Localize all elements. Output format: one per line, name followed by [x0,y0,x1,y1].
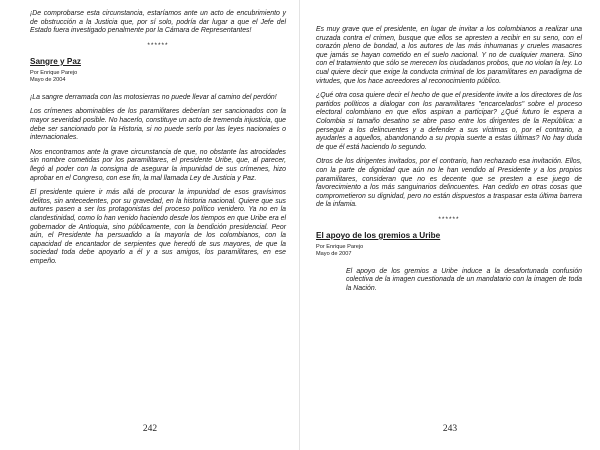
page-number: 243 [442,424,458,434]
section-separator: ****** [438,215,460,223]
body-paragraph: El presidente quiere ir más allá de procurar la impunidad de esos gravísimos delitos, sin antecedentes, por su gravedad, en la historia nacional. Quiere que sus autores pasen a ser los protagonistas del proceso político venidero. Ya no en la clandestinidad, como lo han venido haciendo desde los tiempos en que Uribe era el gobernador de Antioquia, sino públicamente, con la bendición presidencial. Peor aún, el Presidente ha persuadido a la mayoría de los colombianos, con la capacidad de encantador de serpientes que heredó de sus mayores, de que la sociedad toda debe apoyarlo a él y a sus amigos, los paramilitares, en ese empeño. [30,189,286,265]
body-paragraph: ¡La sangre derramada con las motosierras no puede llevar al camino del perdón! [30,93,277,101]
section-separator: ****** [147,41,169,49]
byline [316,244,582,258]
author: Por Enrique Parejo [316,243,364,250]
body-paragraph: Otros de los dirigentes invitados, por el contrario, han rechazado esa invitación. Ellos, con la parte de dignidad que aún no le han vendido al Presidente y a los propios paramilitares, consideran que no es decente que se presten a ese juego de favorecimiento a los más sanguinarios delincuentes. Han cedido en otras cosas que comprometieron su dignidad, pero no están dispuestos a traspasar esta última barrera de la infamia. [316,158,582,209]
date: Mayo de 2007 [316,250,352,257]
article-title: Sangre y Paz [30,56,81,66]
body-paragraph: Es muy grave que el presidente, en lugar de invitar a los colombianos a realizar una cruzada contra el crimen, busque que ellos se apresten a recibir en su seno, con el corazón pleno de bondad, a los autores de las más inhumanas y crueles masacres que jamás se hayan cometido en el suelo nacional. Y no de cualquier manera. Sino con el tratamiento que sólo se merecen los ciudadanos probos, que no violan la ley. Lo cual quiere decir que exige la conducta criminal de los paramilitares en paradigma de virtudes, que los hace acreedores al reconocimiento público. [316,26,582,85]
article-title: El apoyo de los gremios a Uribe [316,230,441,240]
date: Mayo de 2004 [30,76,66,83]
body-paragraph: Los crímenes abominables de los paramilitares deberían ser sancionados con la mayor severidad posible. No hacerlo, constituye un acto de tremenda injusticia, que debe ser sancionado por la Historia, si no puede serlo por las leyes nacionales o internacionales. [30,108,286,142]
right-page [300,0,600,450]
body-paragraph: ¿Qué otra cosa quiere decir el hecho de que el presidente invite a los directores de los partidos políticos a dialogar con los paramilitares "encarcelados" sobre el proceso electoral colombiano en que ellos aspiran a participar? ¿Qué futuro le espera a Colombia si tamaño desatino se abre paso entre los dirigentes de la República: a perseguir a los delincuentes y a defender a sus víctimas o, por el contrario, a ayudarles a aquellos, abandonando a su propia suerte a estas últimas? No hay duda de que él está haciendo lo segundo. [316,92,582,151]
lead-paragraph: El apoyo de los gremios a Uribe induce a la desafortunada confusión colectiva de la imagen cuestionada de un mandatario con la imagen de toda la Nación. [346,267,582,293]
intro-paragraph: ¡De comprobarse esta circunstancia, estaríamos ante un acto de encubrimiento y de obstrucción a la Justicia que, por sí solo, podría dar lugar a que el Jefe del Estado fuera investigado penalmente por la Cámara de Representantes! [30,10,286,35]
byline [30,70,286,84]
author: Por Enrique Parejo [30,69,78,76]
page-number: 242 [142,424,158,434]
body-paragraph: Nos encontramos ante la grave circunstancia de que, no obstante las atrocidades sin nombre cometidas por los paramilitares, el presidente Uribe, que, al parecer, llegó al poder con la consigna de asegurar la impunidad de sus crímenes, hizo aprobar en el Congreso, con ese fin, la mal llamada Ley de Justicia y Paz. [30,148,286,182]
